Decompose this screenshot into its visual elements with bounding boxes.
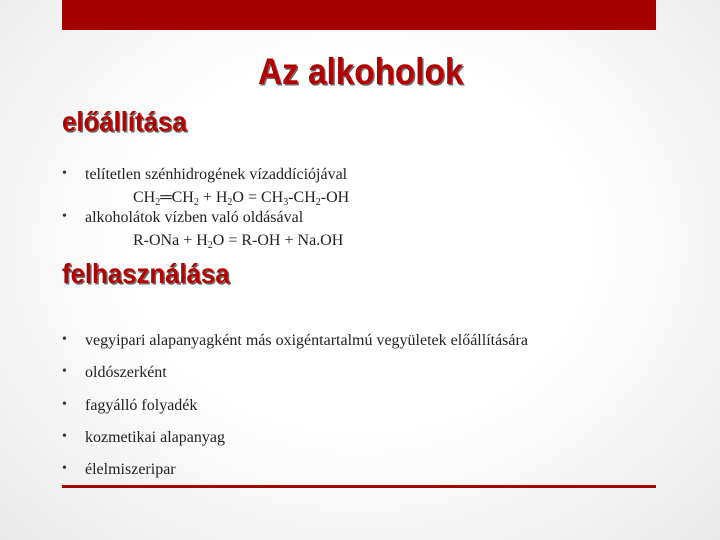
use-item-solvent: oldószerként xyxy=(85,364,167,381)
eq2-part: R-ONa + H xyxy=(133,232,208,249)
equation-alcoholate xyxy=(133,231,343,251)
eq1-part: + H xyxy=(198,189,228,206)
eq1-sub: 3 xyxy=(283,197,289,208)
eq1-part: -OH xyxy=(320,189,350,206)
eq1-sub: 2 xyxy=(315,197,321,208)
eq2-sub: 2 xyxy=(207,240,213,251)
bullet-icon: • xyxy=(62,397,67,412)
bottom-accent-rule xyxy=(62,485,656,488)
production-item-hydration: telítetlen szénhidrogének vízaddíciójával xyxy=(85,166,348,183)
eq1-part: CH xyxy=(133,189,156,206)
eq1-part: CH xyxy=(171,189,194,206)
eq1-sub: 2 xyxy=(193,197,199,208)
eq1-sub: 2 xyxy=(227,197,233,208)
production-item-alcoholates: alkoholátok vízben való oldásával xyxy=(85,209,304,226)
bullet-icon: • xyxy=(62,429,67,444)
eq1-sub: 2 xyxy=(155,197,161,208)
eq2-part: O = R-OH + Na.OH xyxy=(212,232,344,249)
bullet-icon: • xyxy=(62,209,67,224)
top-accent-band xyxy=(62,0,656,30)
section-heading-production: előállítása xyxy=(62,106,187,137)
double-bond-symbol: ═ xyxy=(160,189,172,206)
use-item-cosmetics: kozmetikai alapanyag xyxy=(85,429,225,446)
use-item-food-industry: élelmiszeripar xyxy=(85,461,176,478)
equation-hydration xyxy=(133,188,349,208)
bullet-icon: • xyxy=(62,166,67,181)
bullet-icon: • xyxy=(62,461,67,476)
use-item-chemical-raw-material: vegyipari alapanyagként más oxigéntartalmú vegyületek előállítására xyxy=(85,332,528,349)
eq1-part: O = CH xyxy=(232,189,284,206)
bullet-icon: • xyxy=(62,364,67,379)
eq1-part: -CH xyxy=(288,189,316,206)
bullet-icon: • xyxy=(62,332,67,347)
slide-title: Az alkoholok xyxy=(258,51,464,92)
use-item-antifreeze: fagyálló folyadék xyxy=(85,397,198,414)
section-heading-uses: felhasználása xyxy=(62,258,230,289)
